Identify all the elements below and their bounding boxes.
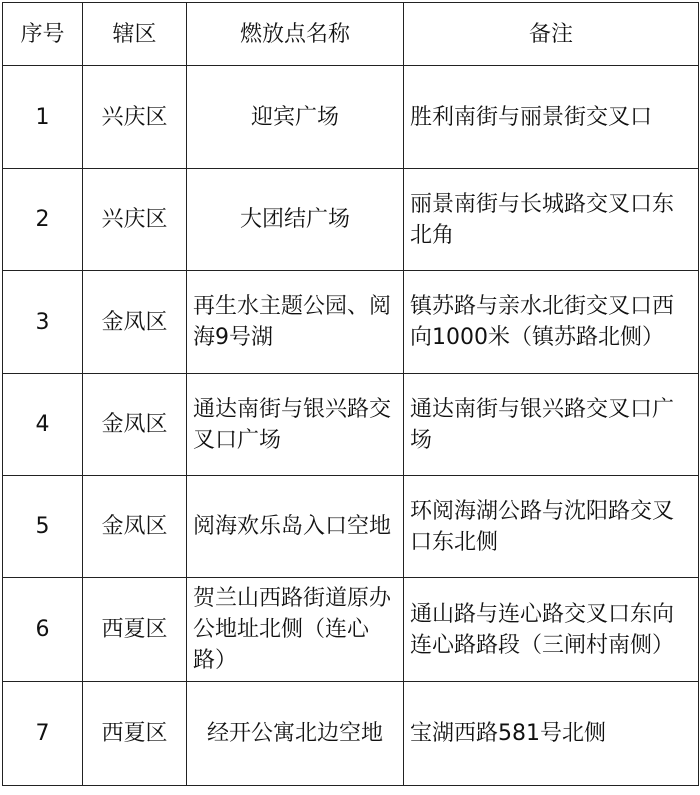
header-district: 辖区 (83, 3, 187, 66)
table-row (3, 374, 699, 476)
table-row (3, 169, 699, 271)
row-number: 4 (3, 374, 83, 476)
row-note: 宝湖西路581号北侧 (404, 682, 699, 786)
row-site: 贺兰山西路街道原办公地址北侧（连心路） (187, 578, 404, 682)
row-site: 再生水主题公园、阅海9号湖 (187, 271, 404, 374)
row-note: 丽景南街与长城路交叉口东北角 (404, 169, 699, 271)
row-note: 胜利南街与丽景街交叉口 (404, 66, 699, 169)
table-row (3, 66, 699, 169)
row-site: 阅海欢乐岛入口空地 (187, 476, 404, 578)
row-note: 通山路与连心路交叉口东向连心路路段（三闸村南侧） (404, 578, 699, 682)
table-row (3, 578, 699, 682)
header-site: 燃放点名称 (187, 3, 404, 66)
table-row (3, 476, 699, 578)
header-note: 备注 (404, 3, 699, 66)
row-number: 1 (3, 66, 83, 169)
table-row (3, 271, 699, 374)
row-note: 镇苏路与亲水北街交叉口西向1000米（镇苏路北侧） (404, 271, 699, 374)
row-site: 经开公寓北边空地 (187, 682, 404, 786)
row-district: 金凤区 (83, 374, 187, 476)
row-district: 金凤区 (83, 476, 187, 578)
row-site: 通达南街与银兴路交叉口广场 (187, 374, 404, 476)
row-site: 迎宾广场 (187, 66, 404, 169)
row-number: 2 (3, 169, 83, 271)
row-note: 环阅海湖公路与沈阳路交叉口东北侧 (404, 476, 699, 578)
row-site: 大团结广场 (187, 169, 404, 271)
fireworks-site-table (2, 2, 699, 786)
table-row (3, 682, 699, 786)
row-number: 5 (3, 476, 83, 578)
row-district: 西夏区 (83, 682, 187, 786)
row-number: 6 (3, 578, 83, 682)
row-number: 3 (3, 271, 83, 374)
row-district: 兴庆区 (83, 169, 187, 271)
header-number: 序号 (3, 3, 83, 66)
row-note: 通达南街与银兴路交叉口广场 (404, 374, 699, 476)
row-district: 西夏区 (83, 578, 187, 682)
row-district: 兴庆区 (83, 66, 187, 169)
header-row (3, 3, 699, 66)
row-district: 金凤区 (83, 271, 187, 374)
row-number: 7 (3, 682, 83, 786)
